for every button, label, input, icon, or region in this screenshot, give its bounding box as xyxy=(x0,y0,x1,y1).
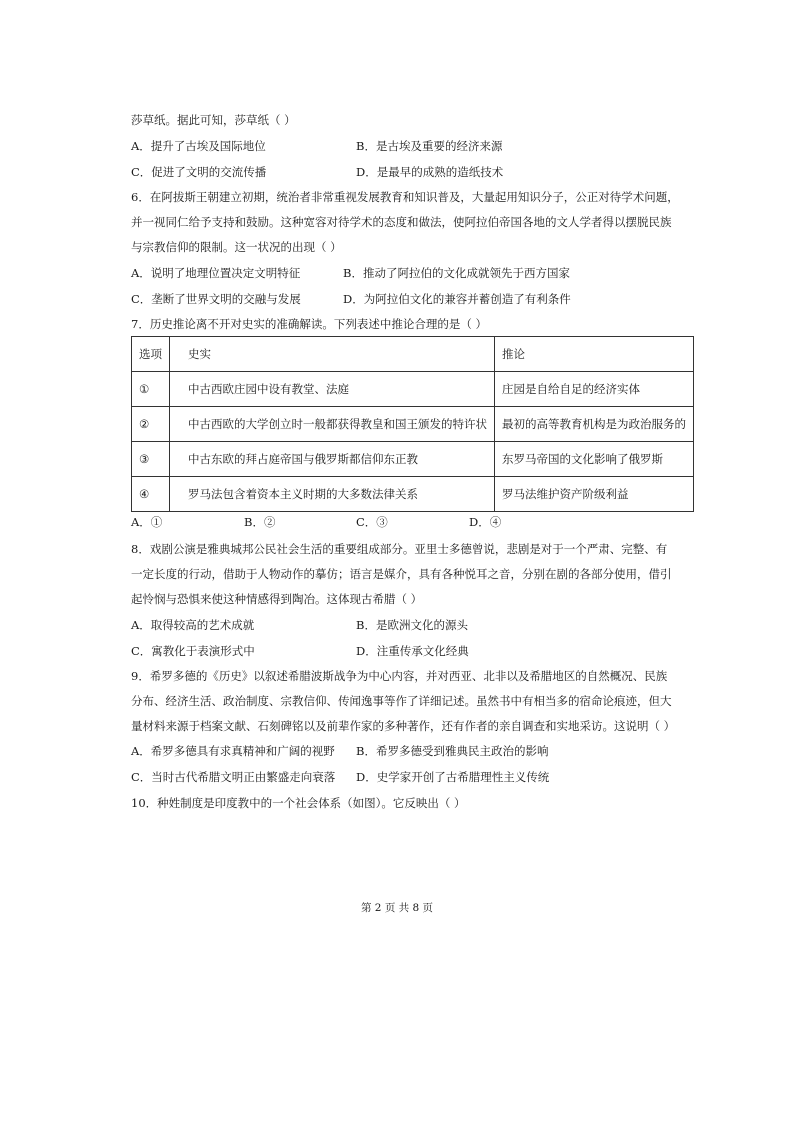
table-cell: ③ xyxy=(132,442,170,477)
q9-option-c: C．当时古代希腊文明正由繁盛走向衰落 xyxy=(131,770,336,784)
q8-option-b: B．是欧洲文化的源头 xyxy=(356,618,468,632)
q7-option-b: B．② xyxy=(244,515,276,529)
q9-option-d: D．史学家开创了古希腊理性主义传统 xyxy=(356,770,550,784)
q6-stem-line-3: 与宗教信仰的限制。这一状况的出现（ ） xyxy=(131,240,342,254)
table-header-inference: 推论 xyxy=(495,337,694,372)
table-cell: 庄园是自给自足的经济实体 xyxy=(495,372,694,407)
q6-option-d: D．为阿拉伯文化的兼容并蓄创造了有利条件 xyxy=(343,292,571,306)
q8-stem-line-1: 8．戏剧公演是雅典城邦公民社会生活的重要组成部分。亚里士多德曾说，悲剧是对于一个严肃、完整、有 xyxy=(131,542,668,556)
table-header-option: 选项 xyxy=(132,337,170,372)
q7-table xyxy=(131,336,694,512)
q9-stem-line-1: 9．希罗多德的《历史》以叙述希腊波斯战争为中心内容，并对西亚、北非以及希腊地区的自然概况、民族 xyxy=(131,669,668,683)
page-footer: 第 2 页 共 8 页 xyxy=(360,902,434,914)
table-row xyxy=(132,477,694,512)
table-row xyxy=(132,442,694,477)
table-cell: ① xyxy=(132,372,170,407)
q8-option-c: C．寓教化于表演形式中 xyxy=(131,644,255,658)
table-header-fact: 史实 xyxy=(170,337,495,372)
q6-option-a: A．说明了地理位置决定文明特征 xyxy=(131,266,301,280)
q5-option-a: A．提升了古埃及国际地位 xyxy=(131,139,266,153)
q7-option-a: A．① xyxy=(131,515,163,529)
table-row xyxy=(132,407,694,442)
q5-option-b: B．是古埃及重要的经济来源 xyxy=(356,139,503,153)
q8-option-a: A．取得较高的艺术成就 xyxy=(131,618,255,632)
table-cell: 中古西欧的大学创立时一般都获得教皇和国王颁发的特许状 xyxy=(170,407,495,442)
q10-stem: 10．种姓制度是印度教中的一个社会体系（如图）。它反映出（ ） xyxy=(131,796,466,810)
q7-option-c: C．③ xyxy=(356,515,388,529)
table-cell: ② xyxy=(132,407,170,442)
table-cell: 罗马法维护资产阶级利益 xyxy=(495,477,694,512)
table-cell: 中古西欧庄园中设有教堂、法庭 xyxy=(170,372,495,407)
q7-option-d: D．④ xyxy=(469,515,502,529)
q6-option-b: B．推动了阿拉伯的文化成就领先于西方国家 xyxy=(343,266,570,280)
table-header-row xyxy=(132,337,694,372)
table-row xyxy=(132,372,694,407)
table-cell: 中古东欧的拜占庭帝国与俄罗斯都信仰东正教 xyxy=(170,442,495,477)
q6-option-c: C．垄断了世界文明的交融与发展 xyxy=(131,292,301,306)
q9-option-a: A．希罗多德具有求真精神和广阔的视野 xyxy=(131,744,335,758)
table-cell: ④ xyxy=(132,477,170,512)
q6-stem-line-1: 6．在阿拔斯王朝建立初期，统治者非常重视发展教育和知识普及，大量起用知识分子，公正对待学术问题， xyxy=(131,190,679,204)
q8-stem-line-2: 一定长度的行动，借助于人物动作的摹仿；语言是媒介，具有各种悦耳之音，分别在剧的各部分使用，借引 xyxy=(131,567,672,581)
q9-stem-line-3: 量材料来源于档案文献、石刻碑铭以及前辈作家的多种著作，还有作者的亲自调查和实地采访。这说明（ ） xyxy=(131,719,676,733)
q6-stem-line-2: 并一视同仁给予支持和鼓励。这种宽容对待学术的态度和做法，使阿拉伯帝国各地的文人学者得以摆脱民族 xyxy=(131,215,672,229)
q9-stem-line-2: 分布、经济生活、政治制度、宗教信仰、传闻逸事等作了详细记述。虽然书中有相当多的宿命论痕迹，但大 xyxy=(131,694,672,708)
q5-stem-tail: 莎草纸。据此可知，莎草纸（ ） xyxy=(131,113,296,127)
q7-stem: 7．历史推论离不开对史实的准确解读。下列表述中推论合理的是（ ） xyxy=(131,317,487,331)
q8-option-d: D．注重传承文化经典 xyxy=(356,644,469,658)
table-cell: 东罗马帝国的文化影响了俄罗斯 xyxy=(495,442,694,477)
table-cell: 罗马法包含着资本主义时期的大多数法律关系 xyxy=(170,477,495,512)
q9-option-b: B．希罗多德受到雅典民主政治的影响 xyxy=(356,744,549,758)
q8-stem-line-3: 起怜悯与恐惧来使这种情感得到陶冶。这体现古希腊（ ） xyxy=(131,592,423,606)
table-cell: 最初的高等教育机构是为政治服务的 xyxy=(495,407,694,442)
q5-option-d: D．是最早的成熟的造纸技术 xyxy=(356,165,504,179)
q5-option-c: C．促进了文明的交流传播 xyxy=(131,165,267,179)
